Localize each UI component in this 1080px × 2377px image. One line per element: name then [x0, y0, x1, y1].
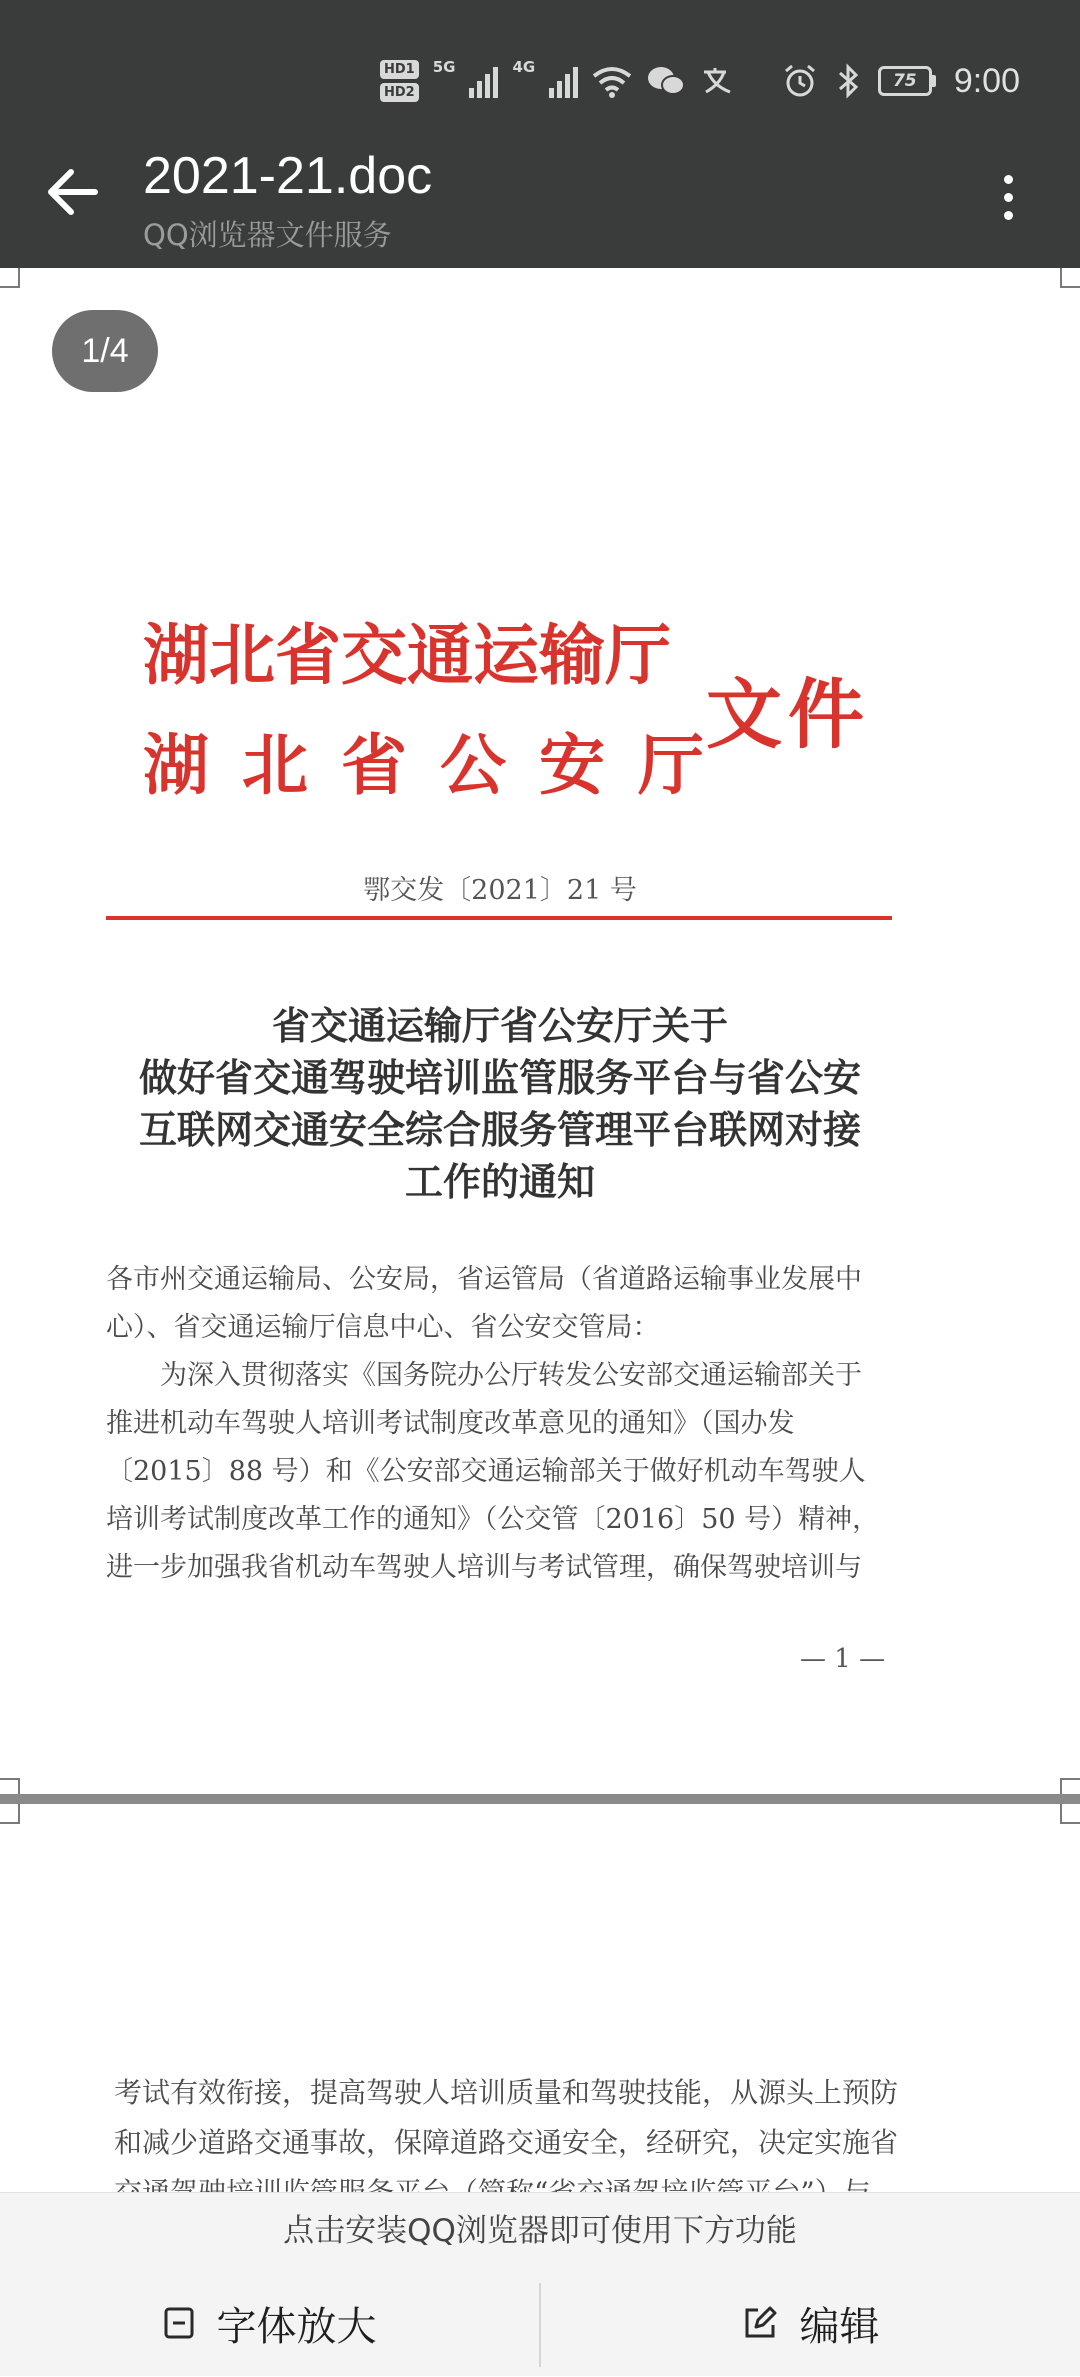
status-time: 9:00	[953, 61, 1020, 100]
page-number: — 1 —	[800, 1644, 886, 1674]
text-line: 推进机动车驾驶人培训考试制度改革意见的通知》（国办发	[106, 1408, 795, 1439]
action-row	[0, 2269, 1080, 2377]
more-menu-button[interactable]	[986, 162, 1030, 232]
salutation	[106, 1256, 906, 1352]
letterhead-line-1: 湖北省交通运输厅	[143, 616, 671, 694]
alarm-icon	[782, 63, 818, 99]
text-line: 和减少道路交通事故，保障道路交通安全，经研究，决定实施省	[114, 2126, 899, 2159]
edit-icon	[742, 2305, 778, 2341]
font-size-icon	[163, 2306, 195, 2340]
hd-badges	[380, 60, 419, 102]
crop-mark	[1060, 1804, 1080, 1824]
text-line: 为深入贯彻落实《国务院办公厅转发公安部交通运输部关于	[106, 1360, 862, 1391]
font-enlarge-button[interactable]	[0, 2269, 539, 2377]
battery-level: 75	[878, 66, 932, 96]
crop-mark	[0, 1804, 20, 1824]
document-viewer[interactable]	[0, 268, 1080, 2192]
document-page-2	[0, 1804, 1080, 2204]
text-line: 考试有效衔接，提高驾驶人培训质量和驾驶技能，从源头上预防	[114, 2076, 899, 2109]
edit-button[interactable]	[541, 2269, 1080, 2377]
status-left-icons	[380, 52, 740, 110]
notice-title	[100, 1000, 900, 1208]
page-indicator: 1/4	[52, 310, 158, 392]
crop-mark	[0, 268, 20, 288]
body-paragraph	[106, 1352, 906, 1592]
signal-strength-icon	[469, 64, 498, 98]
notice-title-line: 互联网交通安全综合服务管理平台联网对接	[138, 1107, 861, 1152]
bottom-toolbar	[0, 2192, 1080, 2376]
translate-icon	[700, 64, 740, 98]
text-line: 心）、省交通运输厅信息中心、省公安交管局：	[106, 1312, 660, 1343]
top-header	[0, 0, 1080, 268]
text-line: 各市州交通运输局、公安局，省运管局（省道路运输事业发展中	[106, 1264, 862, 1295]
signal-strength-icon-2	[549, 64, 578, 98]
document-subtitle: QQ浏览器文件服务	[143, 218, 392, 252]
document-title: 2021-21.doc	[143, 147, 433, 205]
letterhead-line-2: 湖北省公安厅	[143, 726, 737, 804]
network-label-1: 5G	[432, 58, 456, 76]
edit-label: 编辑	[799, 2303, 880, 2350]
crop-mark	[1060, 268, 1080, 288]
page-divider	[0, 1794, 1080, 1804]
battery-icon	[878, 66, 936, 96]
more-vertical-icon	[1004, 175, 1013, 184]
wifi-icon	[592, 64, 632, 98]
document-number: 鄂交发〔2021〕21 号	[363, 875, 637, 906]
font-enlarge-label: 字体放大	[216, 2303, 377, 2350]
bluetooth-icon	[836, 63, 860, 99]
text-line: 进一步加强我省机动车驾驶人培训与考试管理，确保驾驶培训与	[106, 1552, 862, 1583]
install-hint[interactable]: 点击安装QQ浏览器即可使用下方功能	[283, 2213, 797, 2249]
notice-title-line: 省交通运输厅省公安厅关于	[271, 1003, 728, 1048]
text-line: 培训考试制度改革工作的通知》（公交管〔2016〕50 号）精神，	[106, 1504, 880, 1535]
document-page-1	[0, 268, 1080, 1798]
hd-badge-1: HD1	[380, 60, 419, 79]
letterhead-suffix: 文件	[706, 670, 870, 759]
back-button[interactable]	[40, 160, 104, 224]
network-label-2: 4G	[512, 58, 536, 76]
arrow-left-icon	[45, 167, 99, 217]
status-bar	[0, 0, 1080, 150]
red-divider-line	[106, 916, 892, 920]
notice-title-line: 工作的通知	[404, 1159, 595, 1204]
hd-badge-2: HD2	[380, 83, 419, 102]
status-right-icons	[782, 52, 1020, 110]
text-line: 〔2015〕88 号）和《公安部交通运输部关于做好机动车驾驶人	[106, 1456, 866, 1487]
notice-title-line: 做好省交通驾驶培训监管服务平台与省公安	[138, 1055, 861, 1100]
wechat-icon	[646, 64, 686, 98]
